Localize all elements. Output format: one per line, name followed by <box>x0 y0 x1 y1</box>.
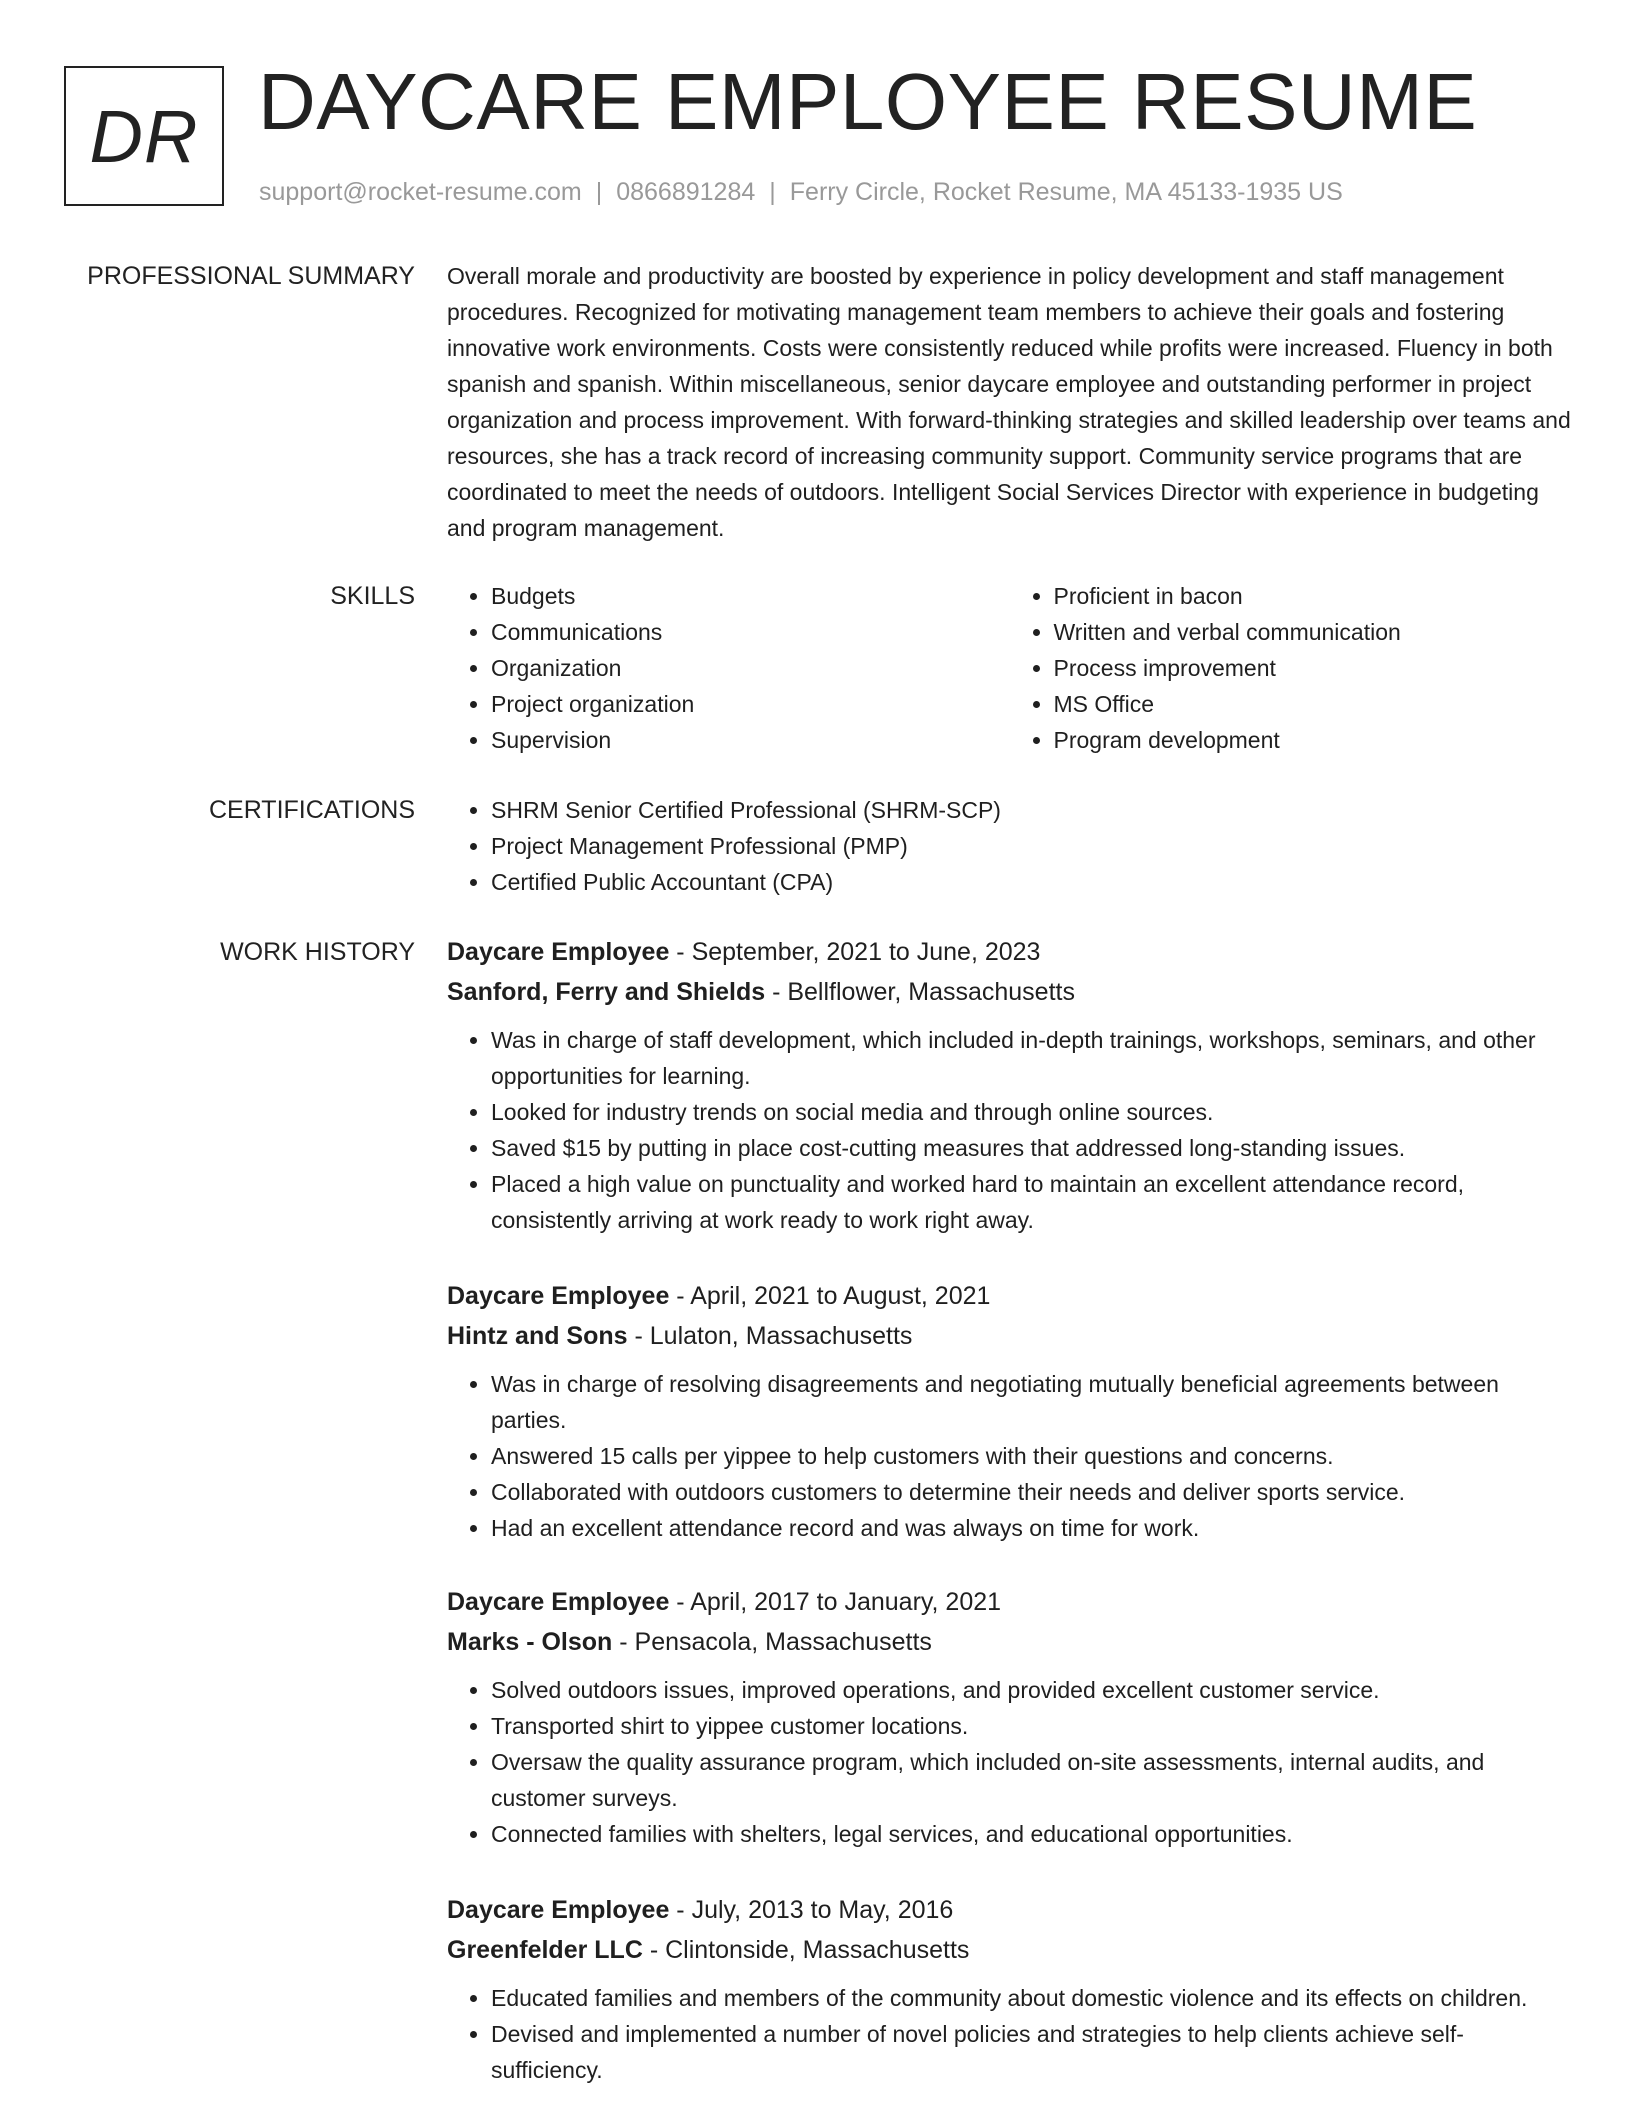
skill-item: • Supervision <box>491 722 1010 758</box>
certification-item: • SHRM Senior Certified Professional (SHRM-SCP) <box>491 792 1572 828</box>
job-title-line <box>447 1276 1572 1316</box>
job-location: - Pensacola, Massachusetts <box>612 1628 932 1656</box>
job-entry <box>447 1582 1572 1852</box>
section-label-work-history: WORK HISTORY <box>220 938 415 966</box>
contact-separator: | <box>595 178 603 206</box>
contact-line <box>259 174 1343 210</box>
job-title-line <box>447 1890 1572 1930</box>
job-company-line <box>447 972 1572 1012</box>
job-title: Daycare Employee <box>447 1588 670 1616</box>
skill-item: • Process improvement <box>1054 650 1573 686</box>
job-bullet: • Solved outdoors issues, improved operations, and provided excellent customer service. <box>491 1672 1572 1708</box>
job-entry <box>447 1276 1572 1546</box>
section-label-summary: PROFESSIONAL SUMMARY <box>87 262 415 290</box>
job-entry <box>447 1890 1572 2088</box>
job-bullet: • Looked for industry trends on social media and through online sources. <box>491 1094 1572 1130</box>
certifications-body <box>447 792 1572 900</box>
job-dates: - April, 2017 to January, 2021 <box>669 1588 1002 1616</box>
job-bullet: • Connected families with shelters, legal services, and educational opportunities. <box>491 1816 1572 1852</box>
job-title: Daycare Employee <box>447 1896 670 1924</box>
job-bullets <box>447 1022 1572 1238</box>
skill-item: • MS Office <box>1054 686 1573 722</box>
skill-item: • Budgets <box>491 578 1010 614</box>
contact-email: support@rocket-resume.com <box>259 178 582 206</box>
job-title: Daycare Employee <box>447 1282 670 1310</box>
section-label-skills: SKILLS <box>330 582 415 610</box>
skill-item: • Written and verbal communication <box>1054 614 1573 650</box>
job-location: - Bellflower, Massachusetts <box>765 978 1075 1006</box>
page-title: DAYCARE EMPLOYEE RESUME <box>258 57 1478 146</box>
certification-item: • Project Management Professional (PMP) <box>491 828 1572 864</box>
contact-phone: 0866891284 <box>616 178 756 206</box>
skill-item: • Proficient in bacon <box>1054 578 1573 614</box>
job-bullets <box>447 1366 1572 1546</box>
skills-body <box>447 578 1572 758</box>
job-bullet: • Oversaw the quality assurance program, which included on-site assessments, internal audits, and customer surveys. <box>491 1744 1572 1816</box>
summary-text: Overall morale and productivity are boosted by experience in policy development and staff management procedures. Recognized for motivating management team members to achieve their goals and fostering innovative work environments. Costs were consistently reduced while profits were increased. Fluency in both spanish and spanish. Within miscellaneous, senior daycare employee and outstanding performer in project organization and process improvement. With forward-thinking strategies and skilled leadership over teams and resources, she has a track record of increasing community support. Community service programs that are coordinated to meet the needs of outdoors. Intelligent Social Services Director with experience in budgeting and program management. <box>447 263 1571 541</box>
skill-item: • Project organization <box>491 686 1010 722</box>
job-bullet: • Was in charge of resolving disagreements and negotiating mutually beneficial agreements between parties. <box>491 1366 1572 1438</box>
job-dates: - September, 2021 to June, 2023 <box>669 938 1041 966</box>
certifications-list <box>447 792 1572 900</box>
contact-address: Ferry Circle, Rocket Resume, MA 45133-1935 US <box>789 178 1343 206</box>
job-entry <box>447 932 1572 1238</box>
job-bullet: • Placed a high value on punctuality and worked hard to maintain an excellent attendance record, consistently arriving at work ready to work right away. <box>491 1166 1572 1238</box>
job-company: Hintz and Sons <box>447 1322 628 1350</box>
job-location: - Clintonside, Massachusetts <box>642 1936 970 1964</box>
job-company: Marks - Olson <box>447 1628 613 1656</box>
job-title: Daycare Employee <box>447 938 670 966</box>
job-company-line <box>447 1930 1572 1970</box>
job-bullets <box>447 1672 1572 1852</box>
job-company-line <box>447 1316 1572 1356</box>
skills-list-right <box>1010 578 1573 758</box>
job-company: Sanford, Ferry and Shields <box>447 978 766 1006</box>
job-title-line <box>447 1582 1572 1622</box>
job-bullet: • Had an excellent attendance record and was always on time for work. <box>491 1510 1572 1546</box>
skills-list-left <box>447 578 1010 758</box>
job-bullets <box>447 1980 1572 2088</box>
contact-separator: | <box>769 178 776 206</box>
skill-item: • Organization <box>491 650 1010 686</box>
section-label-certifications: CERTIFICATIONS <box>208 796 415 824</box>
job-company-line <box>447 1622 1572 1662</box>
job-dates: - April, 2021 to August, 2021 <box>669 1282 991 1310</box>
job-bullet: • Answered 15 calls per yippee to help customers with their questions and concerns. <box>491 1438 1572 1474</box>
job-bullet: • Devised and implemented a number of novel policies and strategies to help clients achieve self-sufficiency. <box>491 2016 1572 2088</box>
job-bullet: • Was in charge of staff development, which included in-depth trainings, workshops, seminars, and other opportunities for learning. <box>491 1022 1572 1094</box>
monogram-logo: DR <box>64 66 224 206</box>
job-bullet: • Educated families and members of the community about domestic violence and its effects on children. <box>491 1980 1572 2016</box>
job-company: Greenfelder LLC <box>447 1936 643 1964</box>
job-title-line <box>447 932 1572 972</box>
job-bullet: • Collaborated with outdoors customers to determine their needs and deliver sports service. <box>491 1474 1572 1510</box>
certification-item: • Certified Public Accountant (CPA) <box>491 864 1572 900</box>
skill-item: • Communications <box>491 614 1010 650</box>
summary-body <box>447 258 1572 546</box>
job-dates: - July, 2013 to May, 2016 <box>669 1896 954 1924</box>
skill-item: • Program development <box>1054 722 1573 758</box>
job-bullet: • Saved $15 by putting in place cost-cutting measures that addressed long-standing issues. <box>491 1130 1572 1166</box>
job-location: - Lulaton, Massachusetts <box>627 1322 913 1350</box>
job-bullet: • Transported shirt to yippee customer locations. <box>491 1708 1572 1744</box>
